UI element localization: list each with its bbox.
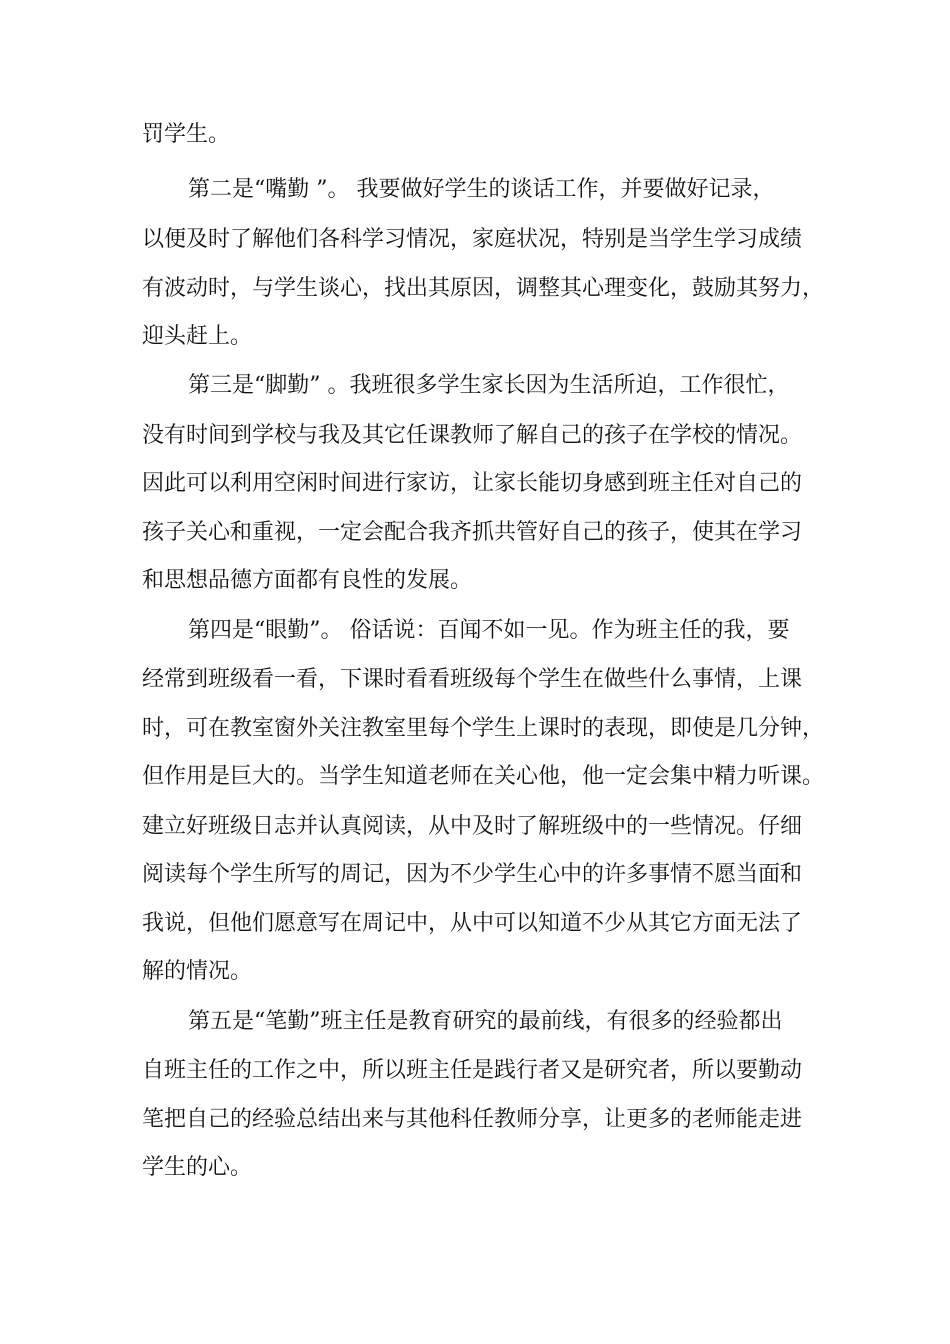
text-line-content: 解的情况。 xyxy=(142,959,253,984)
text-line xyxy=(0,469,950,499)
text-line-content: 建立好班级日志并认真阅读，从中及时了解班级中的一些情况。仔细 xyxy=(142,814,803,839)
text-line xyxy=(0,518,950,548)
text-line xyxy=(0,762,950,792)
text-line xyxy=(0,566,950,596)
text-line xyxy=(0,120,950,150)
text-line xyxy=(0,225,950,255)
paragraph-first-line xyxy=(0,175,950,205)
text-line-content: 孩子关心和重视，一定会配合我齐抓共管好自己的孩子，使其在学习 xyxy=(142,520,803,545)
text-line xyxy=(0,1105,950,1135)
text-line-content: 罚学生。 xyxy=(142,122,231,147)
paragraph-first-line xyxy=(0,371,950,401)
text-line-content: 但作用是巨大的。当学生知道老师在关心他，他一定会集中精力听课。 xyxy=(142,764,825,789)
text-line-content: 第二是“嘴勤 ”。 我要做好学生的谈话工作，并要做好记录， xyxy=(188,177,775,202)
text-line-content: 第四是“眼勤”。 俗话说：百闻不如一见。作为班主任的我，要 xyxy=(188,618,790,643)
text-line-content: 经常到班级看一看，下课时看看班级每个学生在做些什么事情，上课 xyxy=(142,667,803,692)
text-line xyxy=(0,665,950,695)
text-line-content: 自班主任的工作之中，所以班主任是践行者又是研究者，所以要勤动 xyxy=(142,1058,803,1083)
text-line-content: 学生的心。 xyxy=(142,1155,253,1180)
text-line xyxy=(0,909,950,939)
text-line-content: 我说，但他们愿意写在周记中，从中可以知道不少从其它方面无法了 xyxy=(142,911,803,936)
text-line xyxy=(0,421,950,451)
text-line-content: 第五是“笔勤”班主任是教育研究的最前线，有很多的经验都出 xyxy=(188,1009,783,1034)
text-line xyxy=(0,1153,950,1183)
text-line xyxy=(0,274,950,304)
text-line-content: 笔把自己的经验总结出来与其他科任教师分享，让更多的老师能走进 xyxy=(142,1107,803,1132)
text-line-content: 时，可在教室窗外关注教室里每个学生上课时的表现，即使是几分钟， xyxy=(142,716,825,741)
text-line-content: 第三是“脚勤” 。我班很多学生家长因为生活所迫，工作很忙， xyxy=(188,373,790,398)
text-line-content: 以便及时了解他们各科学习情况，家庭状况，特别是当学生学习成绩 xyxy=(142,227,803,252)
text-line xyxy=(0,322,950,352)
text-line-content: 迎头赶上。 xyxy=(142,324,253,349)
paragraph-first-line xyxy=(0,616,950,646)
text-line xyxy=(0,714,950,744)
text-line xyxy=(0,812,950,842)
text-line-content: 没有时间到学校与我及其它任课教师了解自己的孩子在学校的情况。 xyxy=(142,423,803,448)
text-line-content: 因此可以利用空闲时间进行家访，让家长能切身感到班主任对自己的 xyxy=(142,471,803,496)
text-line xyxy=(0,957,950,987)
text-line-content: 有波动时，与学生谈心，找出其原因，调整其心理变化，鼓励其努力， xyxy=(142,276,825,301)
text-line xyxy=(0,1056,950,1086)
text-line-content: 阅读每个学生所写的周记，因为不少学生心中的许多事情不愿当面和 xyxy=(142,862,803,887)
paragraph-first-line xyxy=(0,1007,950,1037)
text-line-content: 和思想品德方面都有良性的发展。 xyxy=(142,568,473,593)
text-line xyxy=(0,860,950,890)
